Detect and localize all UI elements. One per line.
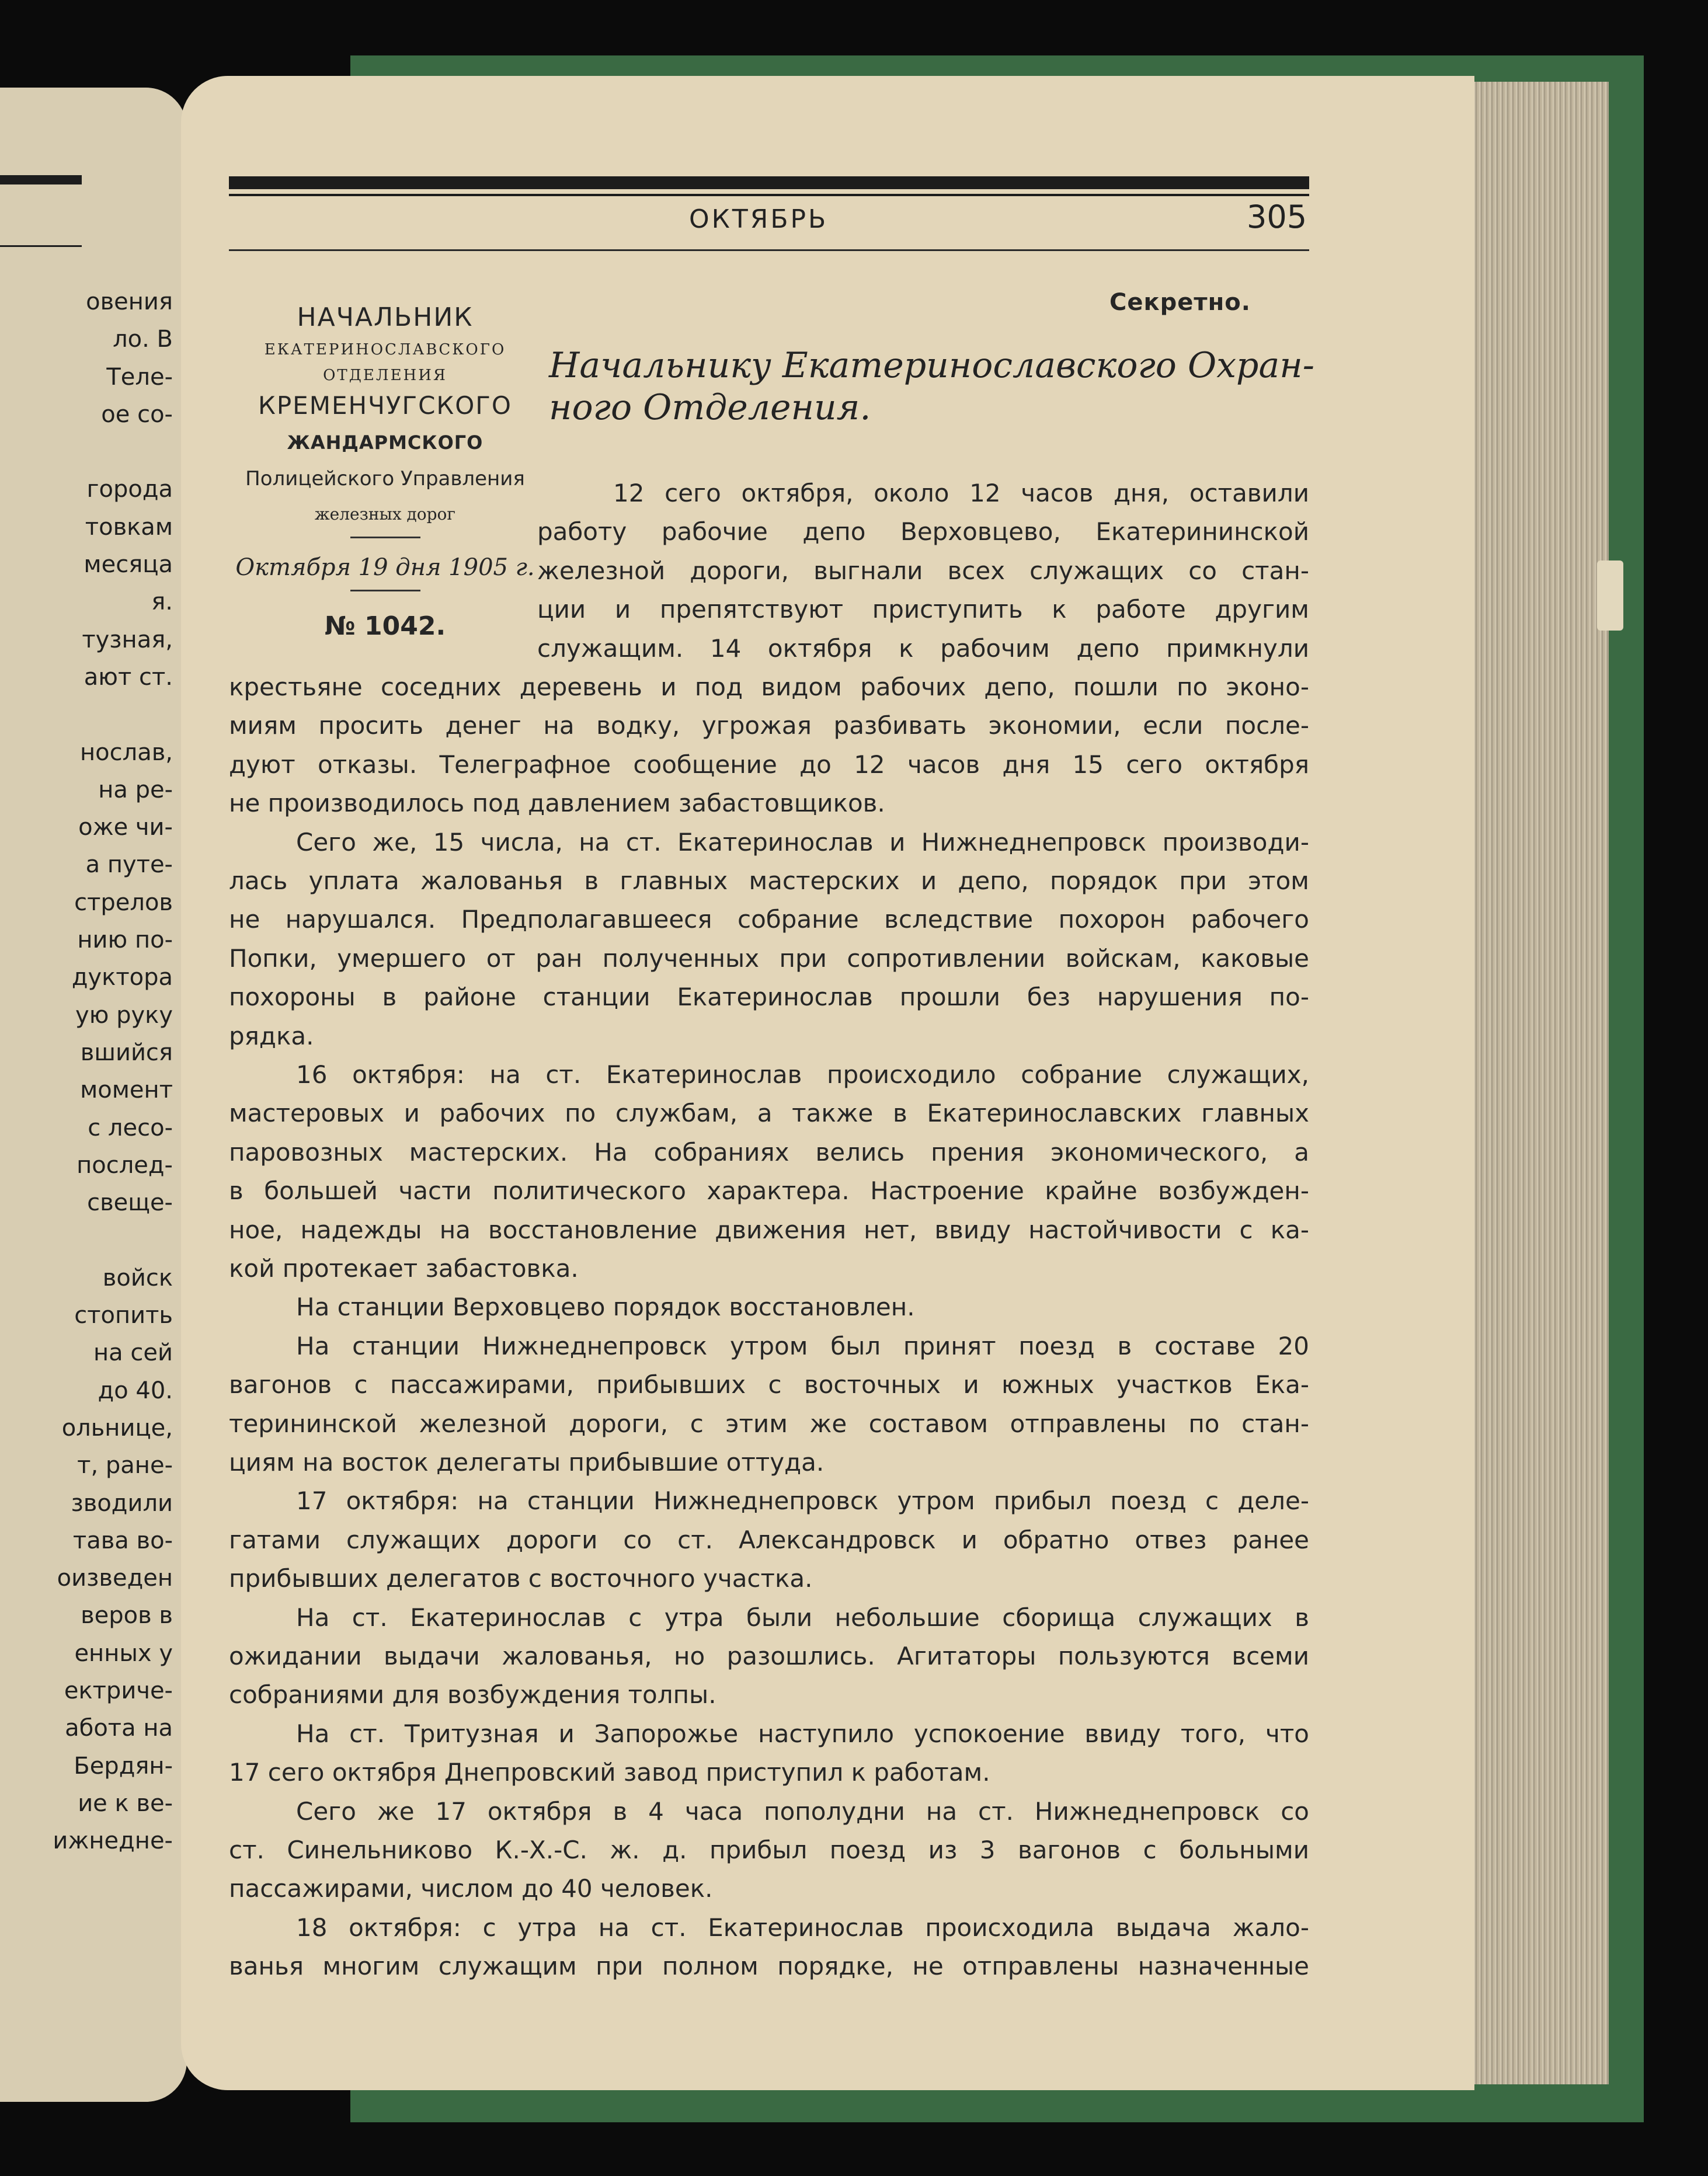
body-line: На ст. Екатеринослав с утра были небольшие сборища служащих в [296,1603,1309,1632]
sender-city: КРЕМЕНЧУГСКОГО [258,391,512,420]
left-page-line: абота на [65,1715,173,1742]
left-page-line: стопить [74,1302,173,1329]
body-line: Сего же, 15 числа, на ст. Екатеринослав и Нижнеднепровск производи- [296,827,1309,857]
body-line: Попки, умершего от ран полученных при сопротивлении войскам, каковые [229,943,1309,973]
left-page-line: месяца [84,551,173,579]
left-page-line: на сей [93,1339,173,1367]
left-page-line: овения [86,288,173,315]
body-line: На станции Нижнеднепровск утром был принят поезд в составе 20 [296,1331,1309,1360]
left-page-line: с лесо- [88,1114,173,1141]
body-line: в большей части политического характера. Настроение крайне возбужден- [229,1176,1309,1206]
left-page-line: тузная, [82,626,173,653]
page-tab [1597,560,1623,631]
left-page-line: а путе- [85,851,173,879]
left-page-line: зводили [71,1489,173,1517]
left-page-line: ие к ве- [78,1789,173,1817]
left-page [0,88,187,2102]
sender-gendarme: ЖАНДАРМСКОГО [287,431,483,454]
body-line: не нарушался. Предполагавшееся собрание вследствие похорон рабочего [229,905,1309,934]
left-page-line: тава во- [72,1527,173,1554]
header-underline [229,249,1309,251]
sender-region: ЕКАТЕРИНОСЛАВСКОГО [264,341,506,358]
left-page-line: Бердян- [74,1752,173,1780]
body-line: крестьяне соседних деревень и под видом рабочих депо, пошли по эконо- [229,673,1309,701]
body-line: кой протекает забастовка. [229,1254,579,1283]
left-page-line: вшийся [80,1039,173,1066]
sender-police: Полицейского Управления [245,467,525,490]
left-page-text [0,283,173,1860]
classification-mark: Секретно. [1109,289,1251,316]
body-line: ванья многим служащим при полном порядке, не отправлены назначенные [229,1952,1309,1981]
body-line: 16 октября: на ст. Екатеринослав происходило собрание служащих, [296,1060,1309,1089]
sender-railways: железных дорог [314,504,456,524]
sender-divider-2 [350,590,420,591]
body-line: циям на восток делегаты прибывшие оттуда. [229,1448,825,1477]
body-line: На станции Верховцево порядок восстановлен. [296,1293,915,1322]
body-line: миям просить денег на водку, угрожая разбивать экономии, если после- [229,711,1309,740]
body-line: прибывших делегатов с восточного участка. [229,1564,813,1593]
body-line: Сего же 17 октября в 4 часа пополудни на ст. Нижнеднепровск со [296,1796,1309,1826]
body-line: служащим. 14 октября к рабочим депо примкнули [537,633,1309,663]
left-page-line: ают ст. [84,663,173,691]
running-head: ОКТЯБРЬ [689,204,829,234]
left-page-line: стрелов [74,889,173,916]
left-page-line: ектриче- [64,1677,173,1704]
left-page-line: войск [102,1264,173,1291]
document-number: № 1042. [324,611,446,641]
left-page-line: ольнице, [61,1414,173,1442]
left-page-line: города [86,476,173,503]
left-page-line [0,1221,173,1259]
body-line: 18 октября: с утра на ст. Екатеринослав происходила выдача жало- [296,1913,1309,1942]
page-number: 305 [1247,199,1307,235]
addressee-line-1: Начальнику Екатеринославского Охран- [549,345,1315,386]
body-line: вагонов с пассажирами, прибывших с восточных и южных участков Ека- [229,1370,1309,1399]
addressee [549,344,1315,429]
header-rule-thin [229,194,1309,196]
body-line: мастеровых и рабочих по службам, а также в Екатеринославских главных [229,1099,1309,1128]
left-page-line: оже чи- [78,814,173,841]
sender-title: НАЧАЛЬНИК [297,302,474,332]
left-page-thin-rule [0,245,82,247]
body-line: лась уплата жалованья в главных мастерских и депо, порядок при этом [229,866,1309,895]
left-page-line: веров в [81,1602,173,1630]
left-page-line: товкам [85,513,173,541]
body-line: паровозных мастерских. На собраниях велись прения экономического, а [229,1137,1309,1167]
body-line: терининской железной дороги, с этим же составом отправлены по стан- [229,1409,1309,1438]
body-line: железной дороги, выгнали всех служащих со стан- [537,556,1309,585]
left-page-line: т, ране- [77,1452,173,1479]
left-page-line: енных у [74,1639,173,1667]
left-page-line: момент [80,1077,173,1104]
body-line: не производилось под давлением забастовщиков. [229,789,885,818]
body-line: ции и препятствуют приступить к работе другим [537,595,1309,624]
body-line: ожидании выдачи жалованья, но разошлись. Агитаторы пользуются всеми [229,1642,1309,1670]
sender-divider [350,537,420,538]
body-line: 17 октября: на станции Нижнеднепровск утром прибыл поезд с деле- [296,1486,1309,1516]
body-line: пассажирами, числом до 40 человек. [229,1874,713,1903]
left-page-line: послед- [76,1151,173,1179]
left-page-line [0,696,173,733]
addressee-line-2: ного Отделения. [549,387,871,428]
left-page-line: ую руку [75,1001,173,1029]
body-line: рядка. [229,1021,314,1050]
sender-department: ОТДЕЛЕНИЯ [323,367,447,384]
left-page-line [0,433,173,471]
left-page-line: свеще- [87,1189,173,1217]
body-line: похороны в районе станции Екатеринослав прошли без нарушения по- [229,983,1309,1012]
left-page-rule [0,175,82,184]
body-line: 12 сего октября, около 12 часов дня, оставили [613,479,1309,507]
body-line: гатами служащих дороги со ст. Александровск и обратно отвез ранее [229,1525,1309,1554]
header-rule-thick [229,176,1309,189]
body-line: 17 сего октября Днепровский завод приступил к работам. [229,1758,990,1787]
document-date: Октября 19 дня 1905 г. [235,554,535,581]
left-page-line: нию по- [77,927,173,954]
body-line: собраниями для возбуждения толпы. [229,1680,716,1710]
left-page-line: ло. В [113,326,173,353]
body-line: дуют отказы. Телеграфное сообщение до 12 часов дня 15 сего октября [229,750,1309,779]
left-page-line: нослав, [80,739,173,766]
left-page-line: оизведен [57,1565,173,1592]
left-page-line: на ре- [98,776,173,803]
left-page-line: дуктора [71,964,173,991]
body-line: работу рабочие депо Верховцево, Екатерининской [537,517,1309,546]
body-line: ное, надежды на восстановление движения нет, ввиду настойчивости с ка- [229,1215,1309,1244]
left-page-line: ижнедне- [53,1827,173,1855]
body-line: ст. Синельниково К.-Х.-С. ж. д. прибыл поезд из 3 вагонов с больными [229,1836,1309,1864]
left-page-line: Теле- [106,363,173,391]
sender-block [229,295,541,650]
left-page-line: я. [151,589,173,616]
left-page-line: ое со- [101,401,173,428]
left-page-line: до 40. [98,1377,173,1404]
page-edges [1457,82,1609,2084]
body-line: На ст. Тритузная и Запорожье наступило успокоение ввиду того, что [296,1719,1309,1748]
